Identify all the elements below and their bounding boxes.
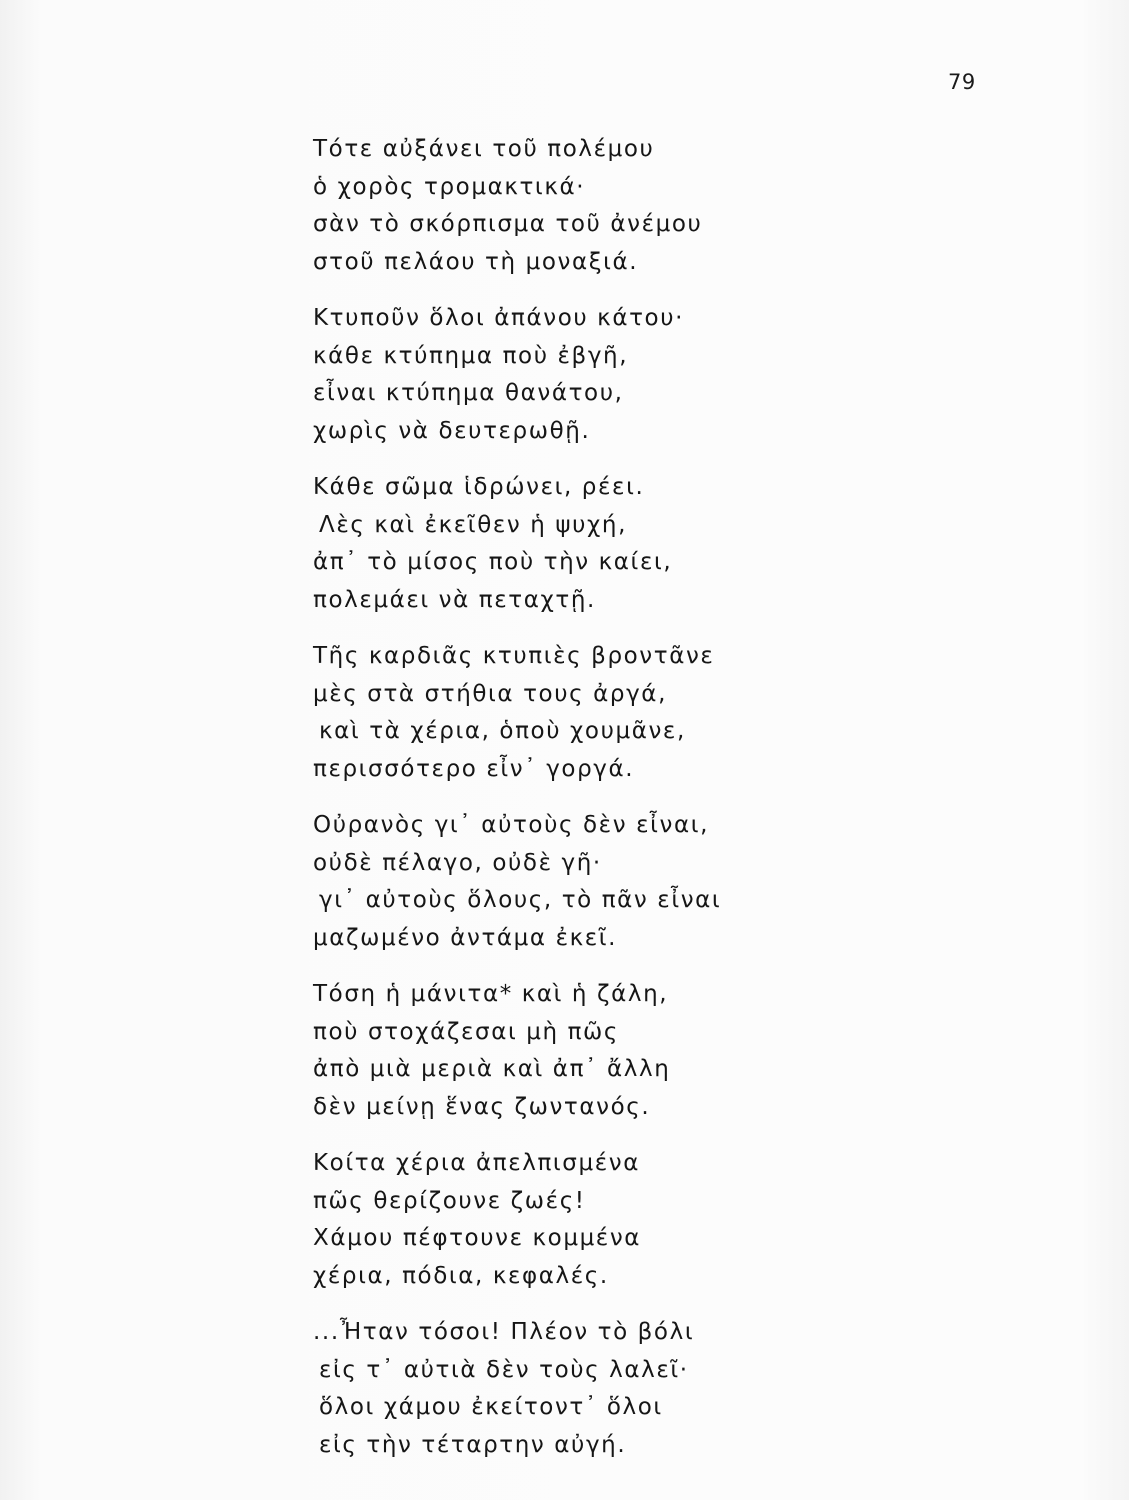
poem-line: δὲν μείνῃ ἕνας ζωντανός. — [313, 1093, 651, 1120]
poem-line: ποὺ στοχάζεσαι μὴ πῶς — [313, 1018, 619, 1045]
poem-line: ὁ χορὸς τρομακτικά· — [313, 173, 586, 200]
poem — [313, 131, 833, 1483]
poem-line: ὅλοι χάμου ἐκείτοντ᾽ ὅλοι — [319, 1394, 663, 1420]
poem-line: εἶναι κτύπημα θανάτου, — [313, 380, 624, 406]
stanza-4 — [313, 638, 833, 788]
poem-line: οὐδὲ πέλαγο, οὐδὲ γῆ· — [313, 849, 602, 876]
stanza-7 — [313, 1145, 833, 1295]
poem-line: Κτυποῦν ὅλοι ἀπάνου κάτου· — [313, 305, 685, 331]
poem-line: πῶς θερίζουνε ζωές! — [313, 1187, 586, 1214]
poem-line: Λὲς καὶ ἐκεῖθεν ἡ ψυχή, — [319, 511, 627, 538]
poem-line: Οὐρανὸς γι᾽ αὐτοὺς δὲν εἶναι, — [313, 812, 709, 838]
poem-line: Κάθε σῶμα ἱδρώνει, ρέει. — [313, 474, 645, 500]
stanza-5 — [313, 807, 833, 957]
poem-line: χέρια, πόδια, κεφαλές. — [313, 1262, 609, 1289]
poem-line: σὰν τὸ σκόρπισμα τοῦ ἀνέμου — [313, 211, 703, 237]
poem-line: ἀπ᾽ τὸ μίσος ποὺ τὴν καίει, — [313, 549, 673, 575]
poem-line: Τῆς καρδιᾶς κτυπιὲς βροντᾶνε — [313, 643, 715, 669]
stanza-8 — [313, 1314, 833, 1464]
poem-line: γι᾽ αὐτοὺς ὅλους, τὸ πᾶν εἶναι — [319, 887, 722, 913]
poem-line: ἀπὸ μιὰ μεριὰ καὶ ἀπ᾽ ἄλλη — [313, 1056, 671, 1082]
poem-line: εἰς τὴν τέταρτην αὐγή. — [319, 1431, 627, 1458]
poem-line: χωρὶς νὰ δευτερωθῇ. — [313, 417, 591, 444]
poem-line: πολεμάει νὰ πεταχτῇ. — [313, 586, 596, 613]
stanza-2 — [313, 300, 833, 450]
poem-line: Χάμου πέφτουνε κομμένα — [313, 1225, 642, 1251]
poem-line: Τόση ἡ μάνιτα* καὶ ἡ ζάλη, — [313, 981, 669, 1007]
poem-line: κάθε κτύπημα ποὺ ἐβγῆ, — [313, 342, 629, 369]
poem-line: καὶ τὰ χέρια, ὁποὺ χουμᾶνε, — [319, 718, 686, 744]
stanza-3 — [313, 469, 833, 619]
poem-line: ...Ἦταν τόσοι! Πλέον τὸ βόλι — [313, 1319, 695, 1345]
poem-line: περισσότερο εἶν᾽ γοργά. — [313, 755, 635, 782]
stanza-6 — [313, 976, 833, 1126]
poem-line: μὲς στὰ στήθια τους ἀργά, — [313, 680, 667, 707]
poem-line: μαζωμένο ἀντάμα ἐκεῖ. — [313, 924, 618, 951]
stanza-1 — [313, 131, 833, 281]
poem-line: εἰς τ᾽ αὐτιὰ δὲν τοὺς λαλεῖ· — [319, 1356, 689, 1383]
poem-line: Κοίτα χέρια ἀπελπισμένα — [313, 1150, 640, 1176]
page-number: 79 — [948, 70, 976, 94]
poem-line: Τότε αὐξάνει τοῦ πολέμου — [313, 136, 655, 162]
poem-line: στοῦ πελάου τὴ μοναξιά. — [313, 248, 639, 275]
